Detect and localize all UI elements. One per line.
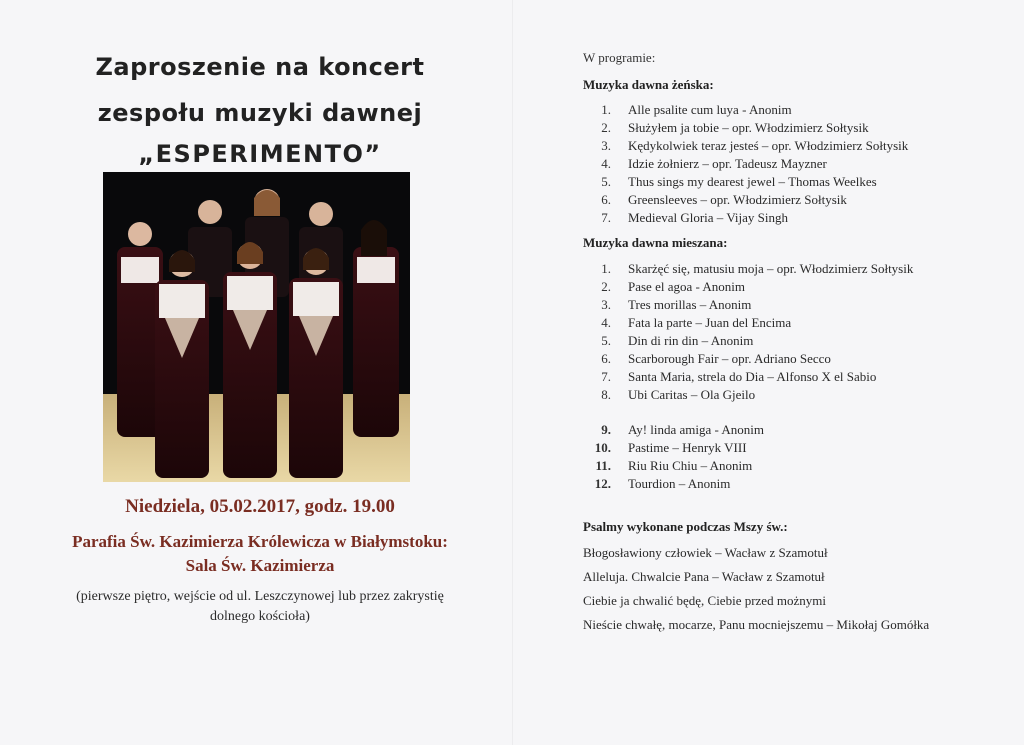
title-line-1: Zaproszenie na koncert [95, 53, 425, 81]
venue-note: (pierwsze piętro, wejście od ul. Leszczynowej lub przez zakrystię dolnego kościoła) [76, 589, 444, 624]
psalm-item: Nieście chwałę, mocarze, Panu mocniejszemu – Mikołaj Gomółka [583, 617, 930, 632]
list-item: 3. Tres morillas – Anonim [601, 297, 752, 312]
list-item: 11. Riu Riu Chiu – Anonim [595, 458, 753, 473]
section-heading-female: Muzyka dawna żeńska: [583, 77, 714, 92]
concert-date: Niedziela, 05.02.2017, godz. 19.00 [125, 496, 395, 517]
list-item: 4. Idzie żołnierz – opr. Tadeusz Mayzner [601, 156, 827, 171]
ensemble-photo [103, 172, 410, 482]
list-item: 7. Medieval Gloria – Vijay Singh [601, 210, 789, 225]
list-item: 1. Alle psalite cum luya - Anonim [601, 102, 792, 117]
list-item: 2. Służyłem ja tobie – opr. Włodzimierz Sołtysik [601, 120, 869, 135]
program-intro: W programie: [583, 50, 656, 65]
list-item: 4. Fata la parte – Juan del Encima [601, 315, 792, 330]
list-item: 6. Scarborough Fair – opr. Adriano Secco [601, 351, 831, 366]
concert-venue: Parafia Św. Kazimierza Królewicza w Białymstoku: Sala Św. Kazimierza [72, 532, 448, 575]
list-item: 3. Kędykolwiek teraz jesteś – opr. Włodzimierz Sołtysik [601, 138, 909, 153]
program-list-female [583, 101, 983, 227]
ensemble-name: „ESPERIMENTO” [138, 140, 382, 168]
program-list-mixed-continued [583, 421, 983, 493]
list-item: 9. Ay! linda amiga - Anonim [601, 422, 765, 437]
list-item: 5. Din di rin din – Anonim [601, 333, 754, 348]
page-fold-divider [512, 0, 513, 745]
psalm-item: Ciebie ja chwalić będę, Ciebie przed możnymi [583, 593, 826, 608]
list-item: 2. Pase el agoa - Anonim [601, 279, 745, 294]
list-item: 5. Thus sings my dearest jewel – Thomas Weelkes [601, 174, 877, 189]
list-item: 6. Greensleeves – opr. Włodzimierz Sołtysik [601, 192, 847, 207]
psalm-item: Alleluja. Chwalcie Pana – Wacław z Szamotuł [583, 569, 825, 584]
list-item: 10. Pastime – Henryk VIII [594, 440, 747, 455]
list-item: 1. Skarżęć się, matusiu moja – opr. Włodzimierz Sołtysik [601, 261, 914, 276]
section-heading-psalms: Psalmy wykonane podczas Mszy św.: [583, 519, 788, 534]
psalm-item: Błogosławiony człowiek – Wacław z Szamotuł [583, 545, 828, 560]
list-item: 8. Ubi Caritas – Ola Gjeilo [601, 387, 756, 402]
list-item: 7. Santa Maria, strela do Dia – Alfonso X el Sabio [601, 369, 877, 384]
program-list-mixed [583, 260, 983, 404]
section-heading-mixed: Muzyka dawna mieszana: [583, 235, 728, 250]
title-line-2: zespołu muzyki dawnej [97, 99, 423, 127]
list-item: 12. Tourdion – Anonim [594, 476, 731, 491]
